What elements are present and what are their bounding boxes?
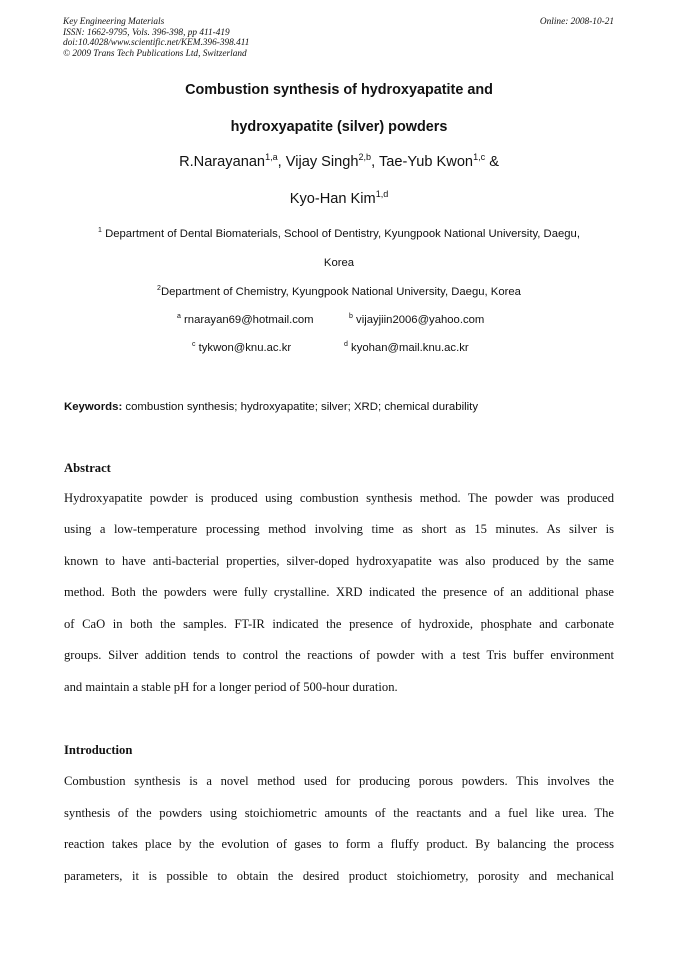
keywords-label: Keywords: bbox=[64, 401, 123, 413]
affiliation-mark: 2 bbox=[157, 285, 161, 293]
keywords bbox=[64, 401, 478, 413]
online-date: Online: 2008-10-21 bbox=[539, 17, 614, 27]
affiliation-2 bbox=[0, 286, 678, 298]
doi-line: doi:10.4028/www.scientific.net/KEM.396-398.411 bbox=[63, 38, 250, 48]
email-mark: c bbox=[192, 341, 196, 349]
author-affiliation-mark: 1,d bbox=[375, 189, 389, 200]
email-d bbox=[344, 342, 469, 354]
author-list bbox=[0, 154, 678, 170]
author-affiliation-mark: 1,c bbox=[473, 152, 486, 163]
email-c bbox=[192, 342, 291, 354]
author-list-line-2 bbox=[0, 191, 678, 207]
author-name: Tae-Yub Kwon bbox=[378, 154, 474, 170]
abstract-line: and maintain a stable pH for a longer period of 500-hour duration. bbox=[64, 680, 398, 694]
introduction-line: Combustion synthesis is a novel method used for producing porous powders. This involves the bbox=[64, 774, 614, 788]
paper-title-line-1: Combustion synthesis of hydroxyapatite and bbox=[185, 82, 493, 98]
introduction-heading: Introduction bbox=[64, 743, 133, 757]
abstract-line: of CaO in both the samples. FT-IR indicated the presence of hydroxide, phosphate and carbonate bbox=[64, 617, 614, 631]
affiliation-mark: 1 bbox=[98, 227, 102, 235]
affiliation-text: Department of Dental Biomaterials, School of Dentistry, Kyungpook National University, Daegu, bbox=[105, 228, 580, 240]
email-mark: d bbox=[344, 341, 348, 349]
copyright-line: © 2009 Trans Tech Publications Ltd, Switzerland bbox=[63, 48, 247, 59]
author-affiliation-mark: 2,b bbox=[358, 152, 372, 163]
journal-header bbox=[63, 17, 614, 59]
abstract-line: Hydroxyapatite powder is produced using combustion synthesis method. The powder was produced bbox=[64, 491, 614, 505]
affiliation-1-line-2: Korea bbox=[323, 257, 355, 269]
email-address: vijayjiin2006@yahoo.com bbox=[356, 314, 485, 326]
email-address: kyohan@mail.knu.ac.kr bbox=[351, 342, 469, 354]
author-name: R.Narayanan bbox=[179, 154, 266, 170]
affiliation-text: Department of Chemistry, Kyungpook National University, Daegu, Korea bbox=[160, 286, 521, 298]
email-b bbox=[349, 314, 484, 326]
paper-title-line-2: hydroxyapatite (silver) powders bbox=[230, 119, 448, 135]
author-affiliation-mark: 1,a bbox=[265, 152, 278, 163]
abstract-line: known to have anti-bacterial properties, silver-doped hydroxyapatite was also produced by the same bbox=[64, 554, 614, 568]
abstract-line: groups. Silver addition tends to control the reactions of powder with a test Tris buffer environment bbox=[64, 648, 614, 662]
keywords-text: combustion synthesis; hydroxyapatite; silver; XRD; chemical durability bbox=[122, 401, 479, 413]
abstract-line: using a low-temperature processing method involving time as short as 15 minutes. As silver is bbox=[64, 522, 614, 536]
email-address: rnarayan69@hotmail.com bbox=[184, 314, 314, 326]
author-name: Kyo-Han Kim bbox=[289, 191, 376, 207]
email-mark: a bbox=[177, 313, 181, 321]
email-address: tykwon@knu.ac.kr bbox=[198, 342, 292, 354]
introduction-line: synthesis of the powders using stoichiometric amounts of the reactants and a fuel like urea. The bbox=[64, 806, 614, 820]
journal-name: Key Engineering Materials bbox=[63, 17, 165, 27]
introduction-line: reaction takes place by the evolution of gases to form a fluffy product. By balancing the process bbox=[64, 837, 614, 851]
introduction-line: parameters, it is possible to obtain the desired product stoichiometry, porosity and mechanical bbox=[64, 869, 614, 883]
email-a bbox=[177, 314, 314, 326]
abstract-line: method. Both the powders were fully crystalline. XRD indicated the presence of an additional phase bbox=[64, 585, 614, 599]
issn-line: ISSN: 1662-9795, Vols. 396-398, pp 411-419 bbox=[63, 27, 230, 38]
author-separator: , bbox=[277, 154, 286, 170]
author-name: Vijay Singh bbox=[285, 154, 359, 170]
email-mark: b bbox=[349, 313, 353, 321]
affiliation-1 bbox=[0, 228, 678, 240]
abstract-heading: Abstract bbox=[64, 461, 111, 475]
author-ampersand: & bbox=[485, 154, 499, 170]
author-separator: , bbox=[371, 154, 379, 170]
